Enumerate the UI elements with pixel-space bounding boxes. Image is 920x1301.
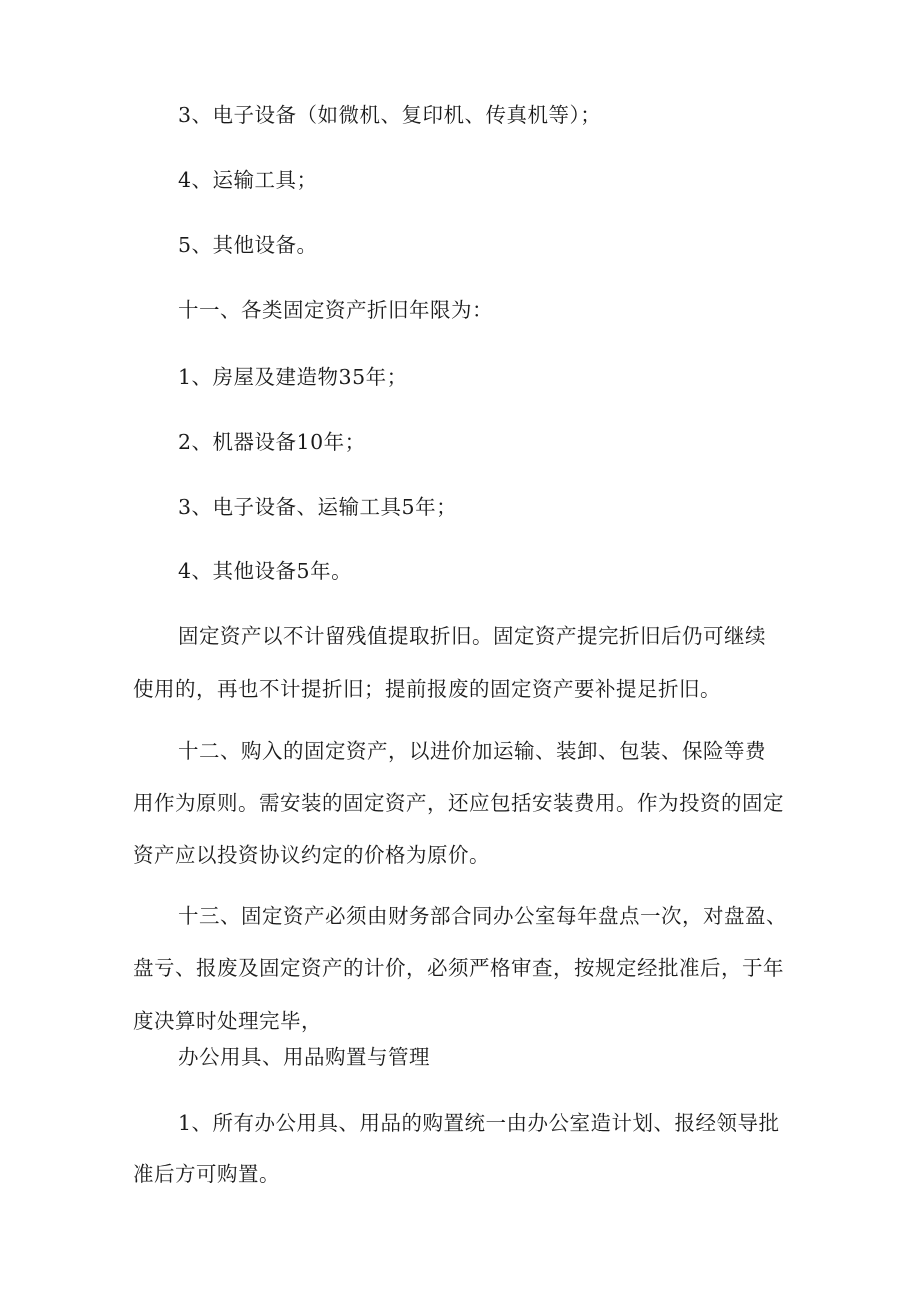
section-11-heading: 十一、各类固定资产折旧年限为： bbox=[178, 298, 493, 322]
section-13-line-3: 度决算时处理完毕， bbox=[133, 1009, 322, 1033]
section-13-line-2: 盘亏、报废及固定资产的计价，必须严格审查，按规定经批准后，于年 bbox=[133, 956, 784, 980]
office-supplies-item-1-line-1: 1、所有办公用具、用品的购置统一由办公室造计划、报经领导批 bbox=[178, 1111, 780, 1135]
section-12-line-1: 十二、购入的固定资产，以进价加运输、装卸、包装、保险等费 bbox=[178, 739, 766, 763]
section-heading-office-supplies: 办公用具、用品购置与管理 bbox=[178, 1045, 430, 1069]
section-12-line-2: 用作为原则。需安装的固定资产，还应包括安装费用。作为投资的固定 bbox=[133, 791, 784, 815]
list-item-other-years: 4、其他设备5年。 bbox=[178, 559, 353, 583]
paragraph-residual-line-2: 使用的，再也不计提折旧；提前报废的固定资产要补提足折旧。 bbox=[133, 677, 721, 701]
list-item-transport-tools: 4、运输工具； bbox=[178, 168, 318, 192]
list-item-electronics-transport-years: 3、电子设备、运输工具5年； bbox=[178, 495, 458, 519]
list-item-buildings-years: 1、房屋及建造物35年； bbox=[178, 365, 408, 389]
office-supplies-item-1-line-2: 准后方可购置。 bbox=[133, 1162, 280, 1186]
section-13-line-1: 十三、固定资产必须由财务部合同办公室每年盘点一次，对盘盈、 bbox=[178, 904, 787, 928]
section-12-line-3: 资产应以投资协议约定的价格为原价。 bbox=[133, 843, 490, 867]
paragraph-residual-line-1: 固定资产以不计留残值提取折旧。固定资产提完折旧后仍可继续 bbox=[178, 624, 766, 648]
list-item-electronic-equipment: 3、电子设备（如微机、复印机、传真机等）； bbox=[178, 103, 602, 127]
list-item-machinery-years: 2、机器设备10年； bbox=[178, 430, 366, 454]
list-item-other-equipment: 5、其他设备。 bbox=[178, 233, 318, 257]
